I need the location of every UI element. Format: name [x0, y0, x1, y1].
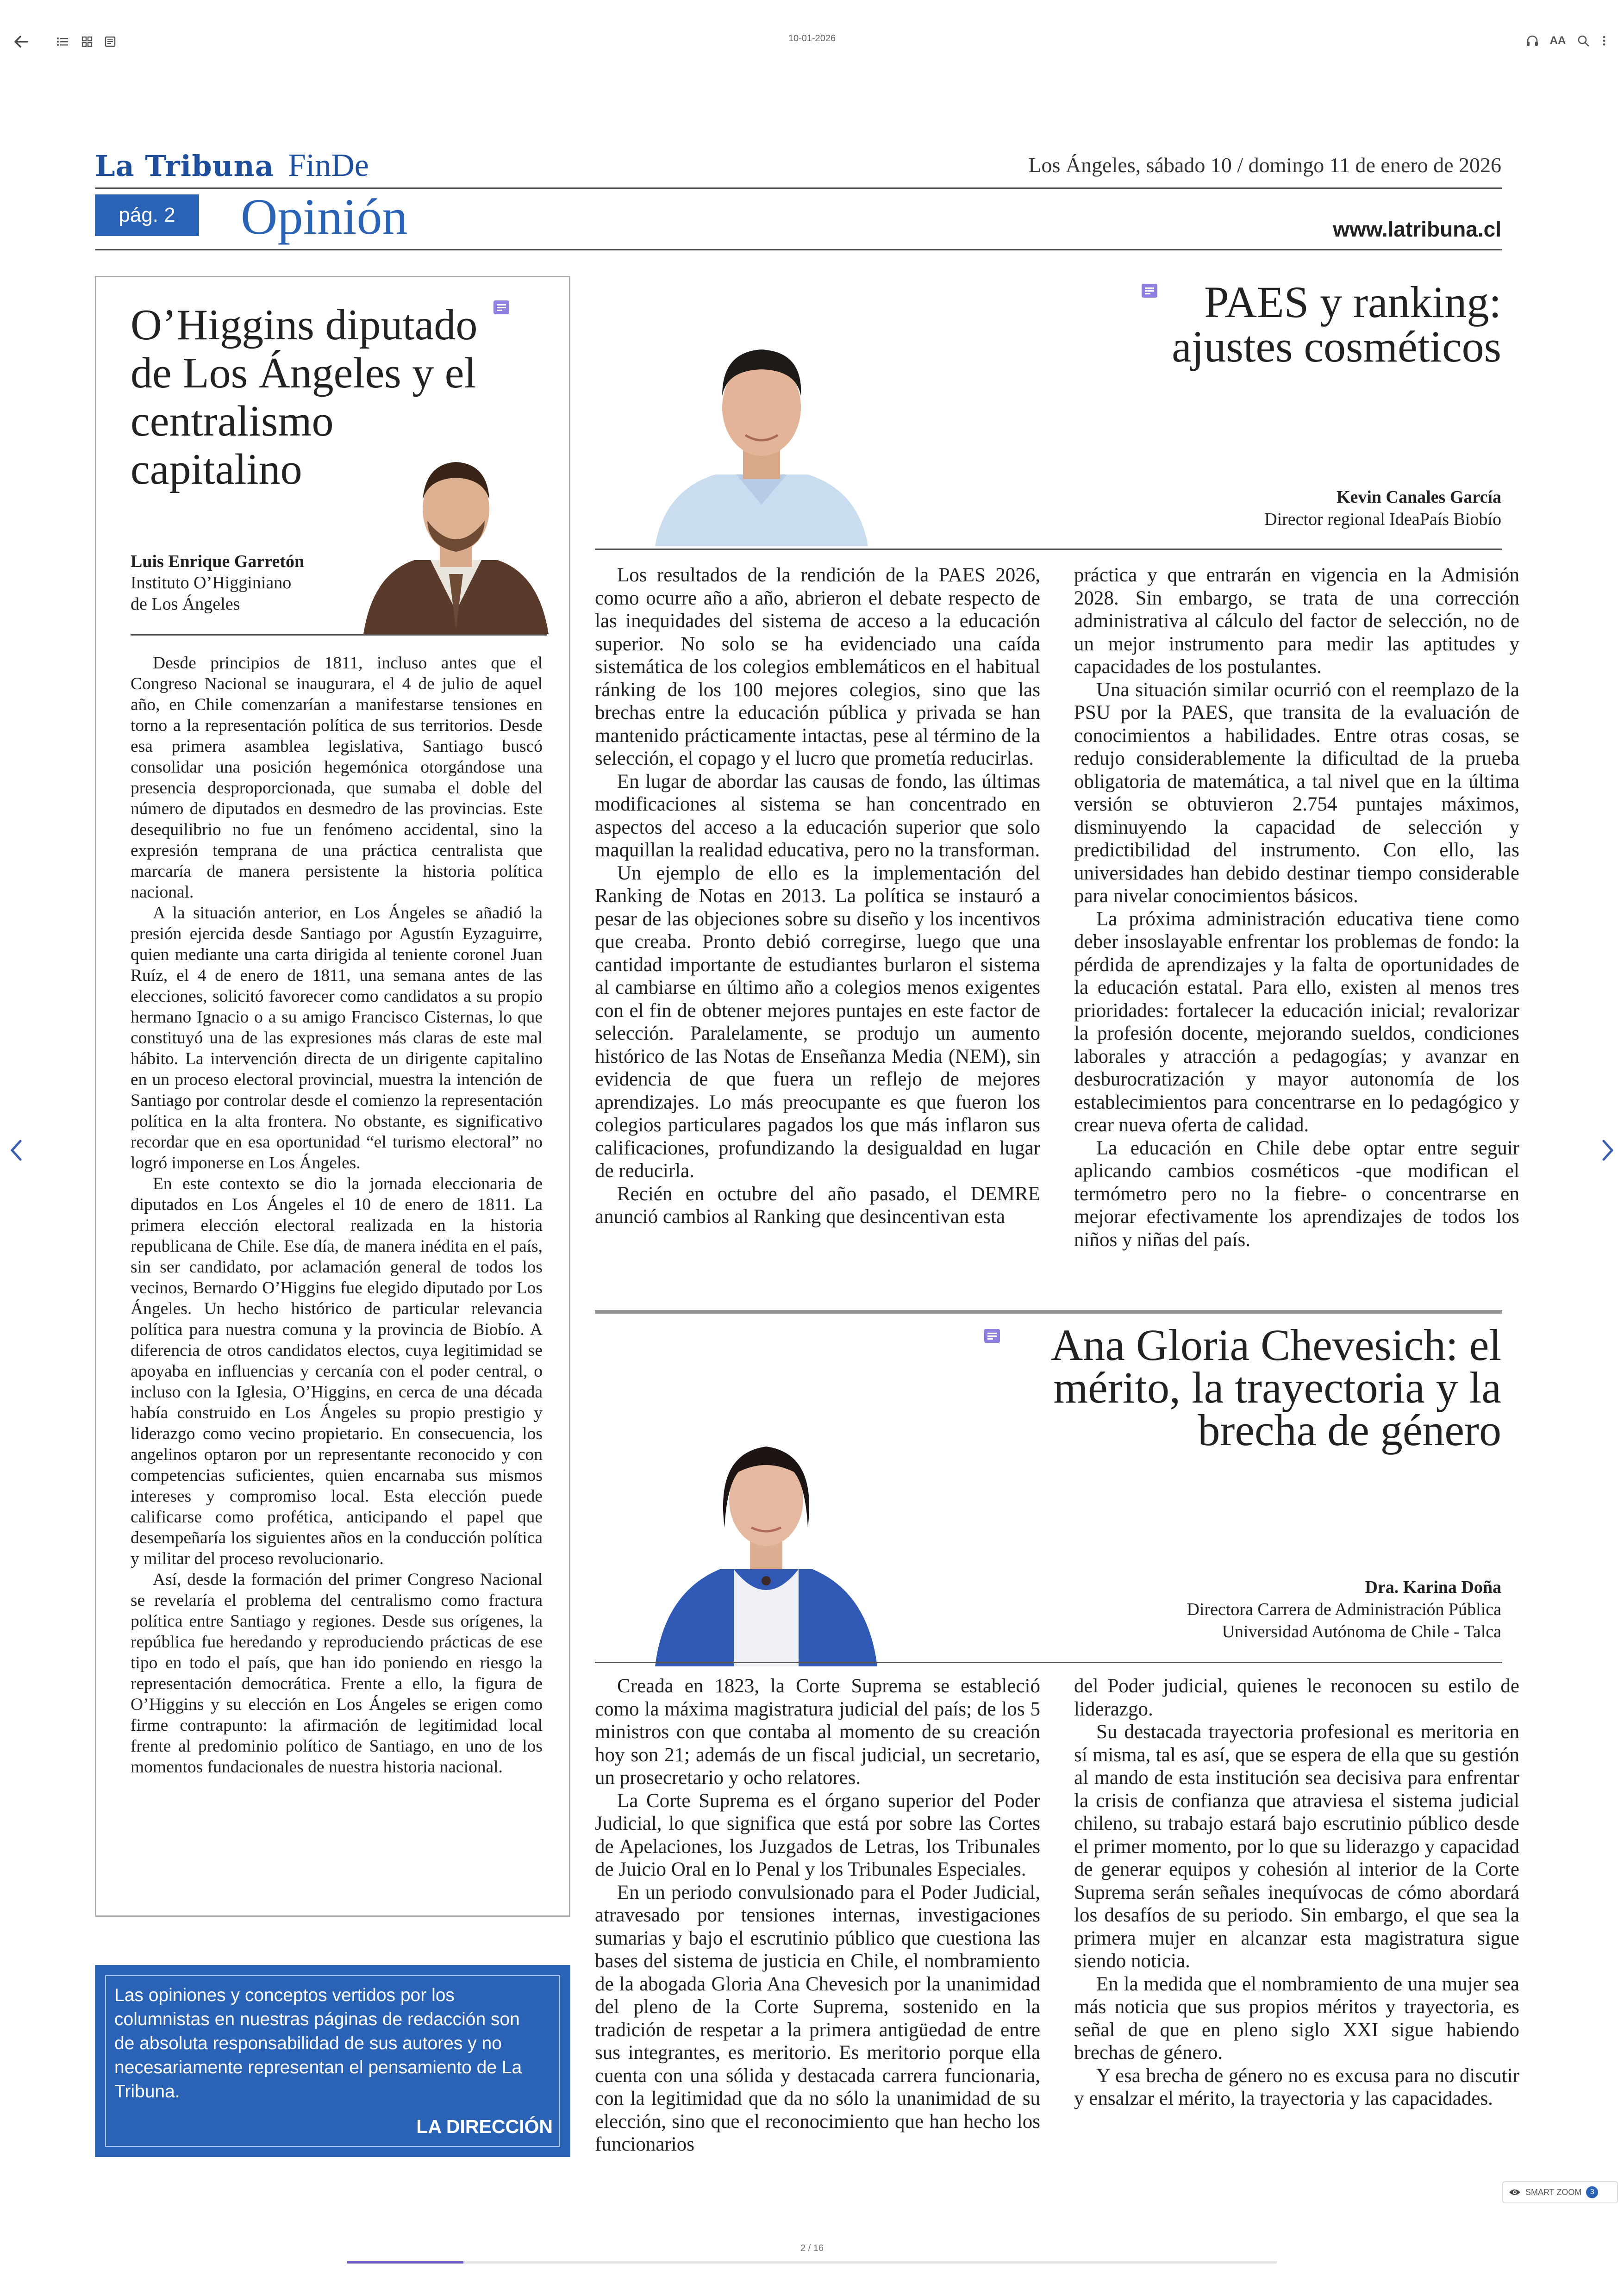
author-photo-garreton: [345, 435, 567, 634]
smart-zoom-label: SMART ZOOM: [1525, 2187, 1582, 2197]
article-1-paragraph: Desde principios de 1811, incluso antes que el Congreso Nacional se inaugurara, el 4 de julio de aquel año, en Chile comenzarían a manifestarse tensiones en torno a la representación política de sus territorios. Desde esa primera asamblea legislativa, Santiago buscó consolidar una posición hegemónica otorgándose una presencia desproporcionada, que sumaba el doble del número de diputados en desmedro de las provincias. Este desequilibrio no fue un fenómeno accidental, sino la expresión temprana de una práctica centralista que marcaría de manera persistente la historia política nacional.: [131, 654, 543, 902]
article-1-role-2: de Los Ángeles: [131, 594, 240, 614]
article-3-role: Directora Carrera de Administración Pública: [1187, 1600, 1501, 1619]
article-2-column-2: [1074, 564, 1519, 1286]
page-number-tab: pág. 2: [95, 194, 199, 236]
disclaimer-text: Las opiniones y conceptos vertidos por los columnistas en nuestras páginas de redacción son de absoluta responsabilidad de sus autores y no necesariamente representan el pensamiento de La Tribuna.: [114, 1985, 522, 2102]
edition-date: Los Ángeles, sábado 10 / domingo 11 de enero de 2026: [1028, 153, 1501, 177]
eye-icon: [1509, 2188, 1521, 2196]
article-1-author: Luis Enrique Garretón: [131, 552, 305, 571]
article-3-byline: [1038, 1576, 1501, 1643]
article-3-column-2: [1074, 1675, 1519, 2170]
article-3-title-line: mérito, la trayectoria y la: [1053, 1363, 1501, 1412]
article-2-role: Director regional IdeaPaís Biobío: [1264, 510, 1501, 529]
editorial-disclaimer: [95, 1965, 570, 2157]
article-2-title-line: ajustes cosméticos: [1172, 322, 1501, 371]
next-page-icon[interactable]: [1598, 1136, 1617, 1164]
article-2-rule: [595, 549, 1502, 550]
page-progress-track[interactable]: [347, 2261, 1277, 2264]
page-indicator: 2 / 16: [800, 2243, 824, 2253]
article-3-title-line: brecha de género: [1198, 1405, 1501, 1455]
article-2-byline: [1085, 486, 1501, 530]
edition-name: FinDe: [287, 148, 369, 183]
article-1-byline: [131, 551, 344, 615]
text-size-icon[interactable]: AA: [1549, 34, 1566, 47]
website-url[interactable]: www.latribuna.cl: [1333, 217, 1501, 241]
article-3-rule: [595, 1662, 1502, 1663]
article-2-paragraph: Una situación similar ocurrió con el reemplazo de la PSU por la PAES, que transita de la evaluación de conocimientos a habilidades. Entre otras cosas, se redujo considerablemente la dificultad de la prueba obligatoria de matemática, a tal nivel que en la última versión se obtuvieron 2.754 puntajes máximos, disminuyendo la capacidad de selección y predictibilidad del instrumento. Con ello, las universidades han debido destinar tiempo considerable para nivelar conocimientos básicos.: [1074, 679, 1519, 907]
article-2-author: Kevin Canales García: [1336, 487, 1501, 507]
author-photo-canales: [646, 296, 877, 546]
masthead: [95, 147, 369, 189]
article-3-author: Dra. Karina Doña: [1365, 1578, 1501, 1597]
article-2-paragraph: La próxima administración educativa tiene como deber insoslayable enfrentar los problemas de fondo: la pérdida de aprendizajes y la falta de oportunidades de la educación estatal. Para ello, existen al menos tres prioridades: fortalecer la educación inicial; revalorizar la profesión docente, mejorando sueldos, condiciones laborales y atracción a pedagogías; y avanzar en desburocratización y mayor autonomía de los establecimientos para concentrarse en lo pedagógico y crear nueva oferta de calidad.: [1074, 908, 1519, 1136]
brand-logo: La Tribuna: [95, 149, 274, 183]
article-2-title: [946, 277, 1501, 371]
prev-page-icon[interactable]: [7, 1136, 26, 1164]
viewer-toolbar: [0, 0, 1624, 83]
search-icon[interactable]: [1574, 31, 1593, 50]
article-2-column-1: [595, 564, 1040, 1286]
article-2-title-line: PAES y ranking:: [1204, 277, 1501, 327]
smart-zoom-badge: 3: [1586, 2186, 1598, 2198]
article-1-title: O’Higgins diputado de Los Ángeles y el centralismo capitalino: [131, 301, 478, 493]
article-2-paragraph: En lugar de abordar las causas de fondo, las últimas modificaciones al sistema se han concentrado en aspectos del acceso a la educación superior que solo maquillan la realidad educativa, pero no la transforman.: [595, 770, 1040, 861]
article-3-title-line: Ana Gloria Chevesich: el: [1050, 1320, 1501, 1370]
section-rule: [95, 249, 1502, 250]
headphones-icon[interactable]: [1523, 31, 1542, 50]
article-icon[interactable]: [101, 32, 119, 51]
article-2-paragraph: práctica y que entrarán en vigencia en la Admisión 2028. Sin embargo, se trata de una corrección administrativa al cálculo del factor de selección, no de un mejor instrumento para medir las aptitudes y capacidades de los postulantes.: [1074, 564, 1519, 678]
back-arrow-icon[interactable]: [9, 30, 32, 53]
article-1-paragraph: A la situación anterior, en Los Ángeles se añadió la presión ejercida desde Santiago por Agustín Eyzaguirre, quien mediante una carta dirigida al teniente coronel Juan Ruíz, el 4 de enero de 1811, una semana antes de las elecciones, solicitó favorecer como candidatos a su propio hermano Ignacio o a su amigo Francisco Cisternas, lo que constituyó una de las expresiones más claras de este mal hábito. La intervención directa de un dirigente capitalino en un proceso electoral provincial, muestra la intención de Santiago por controlar desde el comienzo la representación política en la alta frontera. No obstante, es significativo recordar que en esa oportunidad “el turismo electoral” no logró imponerse en Los Ángeles.: [131, 904, 543, 1172]
comment-icon[interactable]: [493, 300, 510, 315]
article-2-paragraph: Los resultados de la rendición de la PAES 2026, como ocurre año a año, abrieron el debate respecto de las inequidades del sistema de acceso a la educación superior. No solo se ha evidenciado una caída sistemática de los colegios emblemáticos en el habitual ránking de los 100 mejores colegios, sino que las brechas entre la educación pública y privada se han mantenido prácticamente intactas, pese al término de la selección, el copago y el lucro que prometía reducirlas.: [595, 564, 1040, 769]
article-3-paragraph: del Poder judicial, quienes le reconocen su estilo de liderazgo.: [1074, 1675, 1519, 1720]
article-3-paragraph: Y esa brecha de género no es excusa para no discutir y ensalzar el mérito, la trayectoria y las capacidades.: [1074, 2064, 1519, 2109]
author-photo-dona: [646, 1393, 887, 1666]
article-3-paragraph: En la medida que el nombramiento de una mujer sea más noticia que sus propios méritos y trayectoria, es señal de que en pleno siglo XXI sigue habiendo brechas de género.: [1074, 1973, 1519, 2064]
article-2-paragraph: Un ejemplo de ello es la implementación del Ranking de Notas en 2013. La política se instauró a pesar de las objeciones sobre su diseño y los incentivos que creaba. Pronto debió corregirse, luego que una cantidad importante de estudiantes burlaron el sistema al cambiarse en último año a colegios menos exigentes con el fin de obtener mejores puntajes en este factor de selección. Paralelamente, se produjo un aumento histórico de las Notas de Enseñanza Media (NEM), sin evidencia de que fuera un reflejo de mejores aprendizajes. Lo más preocupante es que fueron los colegios particulares pagados los que más inflaron sus calificaciones, profundizando la desigualdad en lugar de reducirla.: [595, 862, 1040, 1182]
article-3-paragraph: La Corte Suprema es el órgano superior del Poder Judicial, lo que significa que está por sobre las Cortes de Apelaciones, los Juzgados de Letras, los Tribunales de Juicio Oral en lo Penal y los Tribunales Especiales.: [595, 1790, 1040, 1880]
article-1-body: [131, 653, 543, 1889]
section-title: Opinión: [241, 188, 408, 245]
disclaimer-signature: LA DIRECCIÓN: [416, 2116, 553, 2137]
article-1-role: Instituto O’Higginiano: [131, 573, 292, 592]
article-3-paragraph: Su destacada trayectoria profesional es meritoria en sí misma, tal es así, que se espera de ella que su gestión al mando de esta institución sea decisiva para enfrentar la crisis de confianza que atraviesa el sistema judicial chileno, su trabajo estará bajo escrutinio público desde el primer momento, por lo que su liderazgo y capacidad de generar equipos y cohesión al interior de la Corte Suprema serán señales inequívocas de cómo abordará los desafíos de su periodo. Sin embargo, el que sea la primera mujer en alcanzar esta magistratura sigue siendo noticia.: [1074, 1721, 1519, 1972]
article-2-paragraph: Recién en octubre del año pasado, el DEMRE anunció cambios al Ranking que desincentivan esta: [595, 1183, 1040, 1228]
article-3-paragraph: Creada en 1823, la Corte Suprema se estableció como la máxima magistratura judicial del país; de los 5 ministros con que contaba al momento de su creación hoy son 21; además de un fiscal judicial, un secretario, un prosecretario y ocho relatores.: [595, 1675, 1040, 1789]
more-icon[interactable]: [1597, 31, 1611, 50]
article-separator: [595, 1310, 1502, 1314]
article-3-column-1: [595, 1675, 1040, 2170]
article-3-paragraph: En un periodo convulsionado para el Poder Judicial, atravesado por tensiones internas, investigaciones sumarias y bajo el escrutinio público que cuestiona las bases del sistema de justicia en Chile, el nombramiento de la abogada Gloria Ana Chevesich por la unanimidad del pleno de la Corte Suprema, sostenido en la tradición de respetar a la primera antigüedad de entre sus integrantes, es meritorio. Es meritorio porque ella cuenta con una sólida y destacada carrera funcionaria, con la legitimidad que da no sólo la unanimidad de su elección, sino que el reconocimiento que han hecho los funcionarios: [595, 1881, 1040, 2155]
list-icon[interactable]: [53, 32, 72, 51]
article-1-paragraph: En este contexto se dio la jornada eleccionaria de diputados en Los Ángeles el 10 de enero de 1811. La primera elección electoral realizada en la historia republicana de Chile. Ese día, de manera inédita en el país, sin ser candidato, por aclamación general de todos los vecinos, Bernardo O’Higgins fue elegido diputado por Los Ángeles. Un hecho histórico de particular relevancia política para nuestra comuna y la provincia de Biobío. A diferencia de otros candidatos electos, cuya legitimidad se apoyaba en influencias y cercanía con el poder central, o incluso con la Iglesia, O’Higgins, en cerca de una década había construido en Los Ángeles su propio prestigio y liderazgo como vecino propietario. En consecuencia, los angelinos optaron por un representante reconocido y con competencias suficientes, quien encarnaba sus mismos intereses y compromiso local. Esta elección puede calificarse como profética, anticipando el papel que desempeñaría los siguientes años en la conducción política y militar del proceso revolucionario.: [131, 1174, 543, 1568]
article-1-rule: [131, 634, 547, 636]
article-3-role-2: Universidad Autónoma de Chile - Talca: [1222, 1622, 1501, 1641]
grid-icon[interactable]: [78, 32, 96, 51]
article-2-paragraph: La educación en Chile debe optar entre seguir aplicando cambios cosméticos -que modifican el termómetro pero no la fiebre- o concentrarse en mejorar efectivamente los aprendizajes de todos los niños y niñas del país.: [1074, 1137, 1519, 1251]
article-1-paragraph: Así, desde la formación del primer Congreso Nacional se revelaría el problema del centralismo como fractura política entre Santiago y regiones. Desde sus orígenes, la república fue heredando y reproduciendo prácticas de ese tipo en todo el país, que han ido poniendo en riesgo la representación democrática. Frente a ello, la figura de O’Higgins y su elección en Los Ángeles se erigen como firme contrapunto: la afirmación de legitimidad local frente al predominio político de Santiago, en uno de los momentos fundacionales de nuestra historia nacional.: [131, 1570, 543, 1777]
article-3-title: [830, 1320, 1501, 1455]
page-progress-fill: [347, 2261, 463, 2264]
viewer-date: 10-01-2026: [788, 33, 836, 44]
smart-zoom-button[interactable]: [1502, 2181, 1618, 2203]
